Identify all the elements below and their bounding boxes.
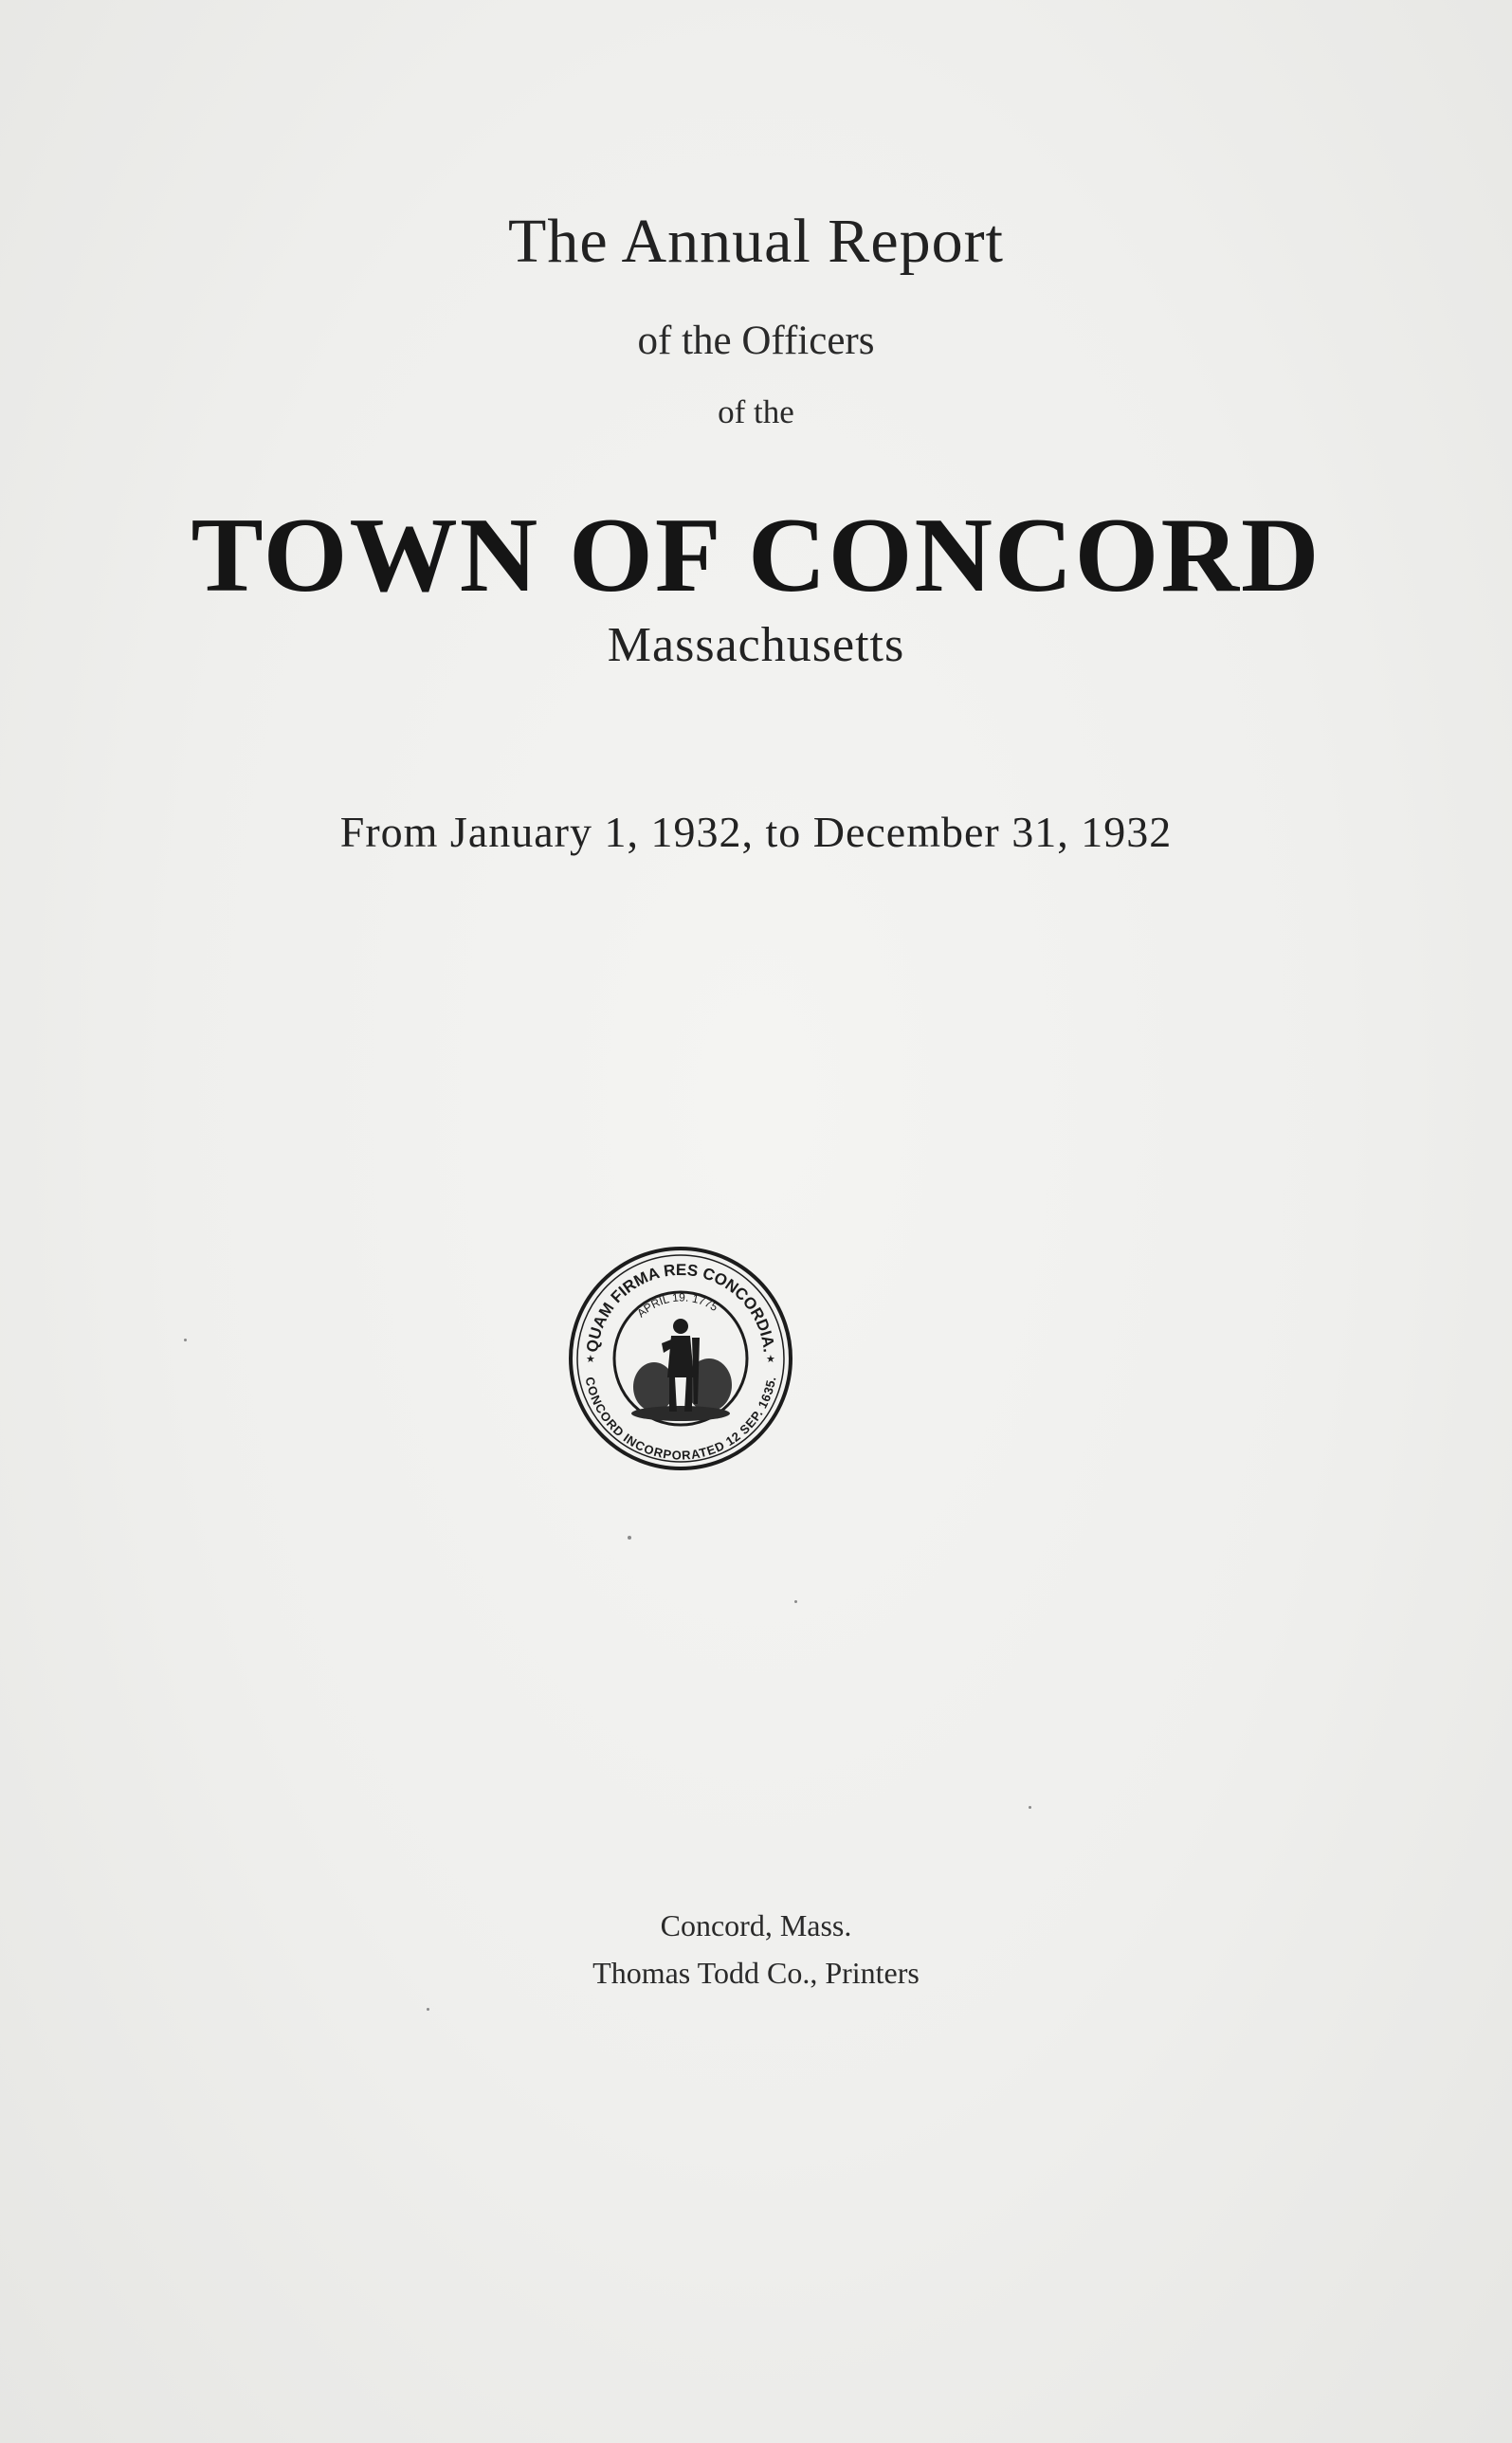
seal-inner-date: APRIL 19. 1775 <box>634 1290 720 1321</box>
paper-speck <box>427 2008 429 2011</box>
report-title: The Annual Report <box>508 207 1004 276</box>
paper-speck <box>628 1536 631 1540</box>
seal-incorporation: CONCORD INCORPORATED 12 SEP. 1635. <box>582 1376 779 1463</box>
seal-motto: QUAM FIRMA RES CONCORDIA. <box>583 1260 778 1354</box>
report-subtitle-officers: of the Officers <box>637 319 875 363</box>
report-date-range: From January 1, 1932, to December 31, 1932 <box>339 808 1173 856</box>
seal-star-left-icon: ★ <box>586 1354 595 1365</box>
seal-star-right-icon: ★ <box>766 1354 775 1365</box>
paper-speck <box>184 1339 187 1341</box>
town-seal-icon <box>567 1245 794 1472</box>
report-subtitle-of-the: of the <box>718 393 794 430</box>
paper-speck <box>1029 1806 1031 1809</box>
imprint-place: Concord, Mass. <box>660 1908 852 1942</box>
state-name: Massachusetts <box>607 618 905 672</box>
paper-speck <box>794 1600 797 1603</box>
imprint-printer: Thomas Todd Co., Printers <box>592 1956 920 1990</box>
town-name: TOWN OF CONCORD <box>191 497 1321 614</box>
